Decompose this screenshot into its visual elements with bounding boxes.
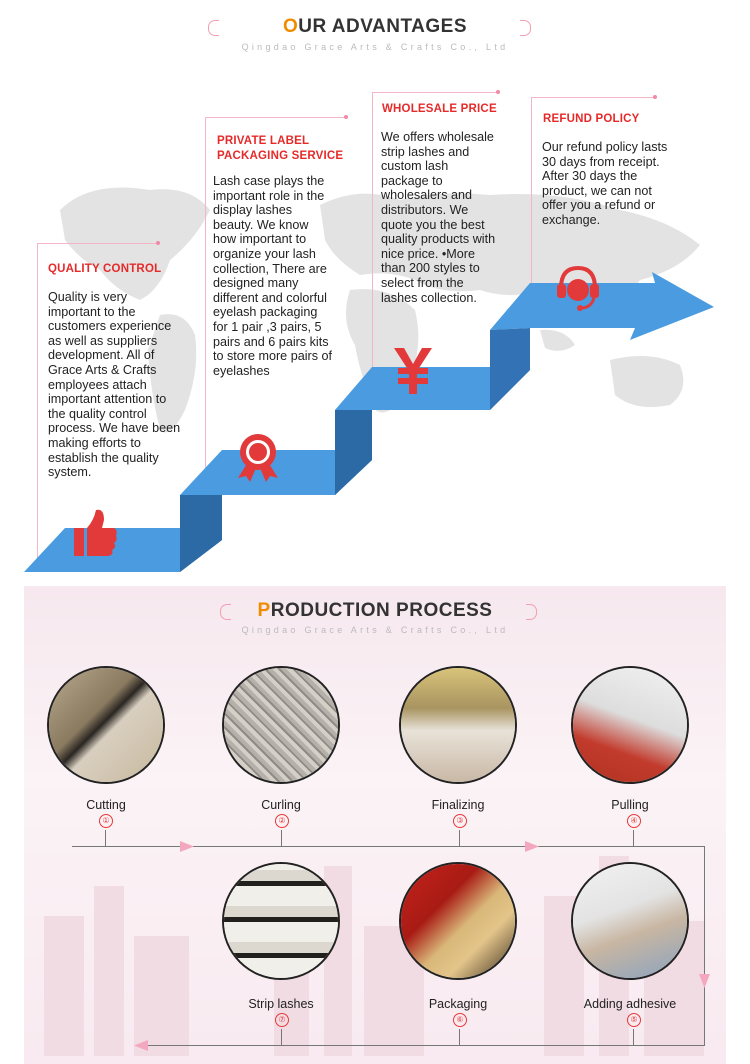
refund-policy-text: Our refund policy lasts 30 days from receipt. After 30 days the product, we can not offer you a refund or exchange. [542, 140, 668, 227]
flow-line-right [704, 846, 705, 1046]
flow-tick [459, 1029, 460, 1045]
step-label-adding-adhesive: Adding adhesive [583, 997, 677, 1011]
flow-tick [459, 830, 460, 846]
step-number: ④ [627, 814, 641, 828]
flow-tick [105, 830, 106, 846]
step-number: ⑦ [275, 1013, 289, 1027]
advantages-title: OUR ADVANTAGES [283, 16, 467, 37]
packaging-photo [401, 864, 515, 978]
award-ribbon-icon [232, 430, 284, 482]
step-number: ② [275, 814, 289, 828]
flow-arrow-right-icon [525, 841, 539, 852]
step-number: ⑥ [453, 1013, 467, 1027]
yen-icon [390, 346, 436, 396]
headset-icon [553, 262, 603, 312]
step-number: ③ [453, 814, 467, 828]
advantages-subtitle: Qingdao Grace Arts & Crafts Co., Ltd [241, 42, 509, 52]
flow-arrow-left-icon [134, 1040, 148, 1051]
step-number: ① [99, 814, 113, 828]
flow-line-top [72, 846, 704, 847]
strip-lashes-photo [224, 864, 338, 978]
flow-arrow-right-icon [180, 841, 194, 852]
step-label-curling: Curling [261, 798, 301, 812]
step-number: ⑤ [627, 1013, 641, 1027]
connector-dot [344, 115, 348, 119]
finalizing-photo [401, 668, 515, 782]
production-title: PRODUCTION PROCESS [257, 600, 493, 621]
step-label-strip-lashes: Strip lashes [248, 997, 314, 1011]
wholesale-price-text: We offers wholesale strip lashes and custom lash package to wholesalers and distributors. We quote you the best quality products with nice price. •More than 200 styles to select from the lashes collection. [381, 130, 496, 305]
flow-tick [281, 830, 282, 846]
refund-policy-title: REFUND POLICY [543, 113, 640, 125]
step-label-pulling: Pulling [611, 798, 649, 812]
connector-line [205, 117, 345, 118]
quality-control-title: QUALITY CONTROL [48, 263, 162, 275]
production-section [24, 586, 726, 1064]
flow-line-bottom [140, 1045, 705, 1046]
flow-arrow-down-icon [699, 974, 710, 988]
step-label-finalizing: Finalizing [431, 798, 485, 812]
thumbs-up-icon [70, 506, 120, 558]
connector-line [37, 243, 157, 244]
quality-control-text: Quality is very important to the customers experience as well as suppliers development. All of Grace Arts & Crafts employees attach important attention to the quality control process. We have been making efforts to establish the quality system. [48, 290, 181, 480]
wholesale-price-title: WHOLESALE PRICE [382, 103, 497, 115]
adding-adhesive-photo [573, 864, 687, 978]
curling-photo [224, 668, 338, 782]
connector-dot [653, 95, 657, 99]
private-label-title: PRIVATE LABEL PACKAGING SERVICE [217, 135, 344, 162]
pulling-photo [573, 668, 687, 782]
flow-tick [633, 830, 634, 846]
step-label-packaging: Packaging [428, 997, 488, 1011]
flow-tick [633, 1029, 634, 1045]
connector-line [372, 92, 497, 93]
step-label-cutting: Cutting [86, 798, 126, 812]
production-subtitle: Qingdao Grace Arts & Crafts Co., Ltd [241, 625, 509, 635]
connector-dot [496, 90, 500, 94]
cutting-photo [49, 668, 163, 782]
private-label-text: Lash case plays the important role in the display lashes beauty. We know how important to organize your lash collection, There are designed many different and colorful eyelash packaging for 1 pair ,3 pairs, 5 pairs and 6 pairs kits to store more pairs of eyelashes [213, 174, 332, 378]
connector-line [531, 97, 654, 98]
connector-dot [156, 241, 160, 245]
connector-line [531, 97, 532, 297]
flow-tick [281, 1029, 282, 1045]
